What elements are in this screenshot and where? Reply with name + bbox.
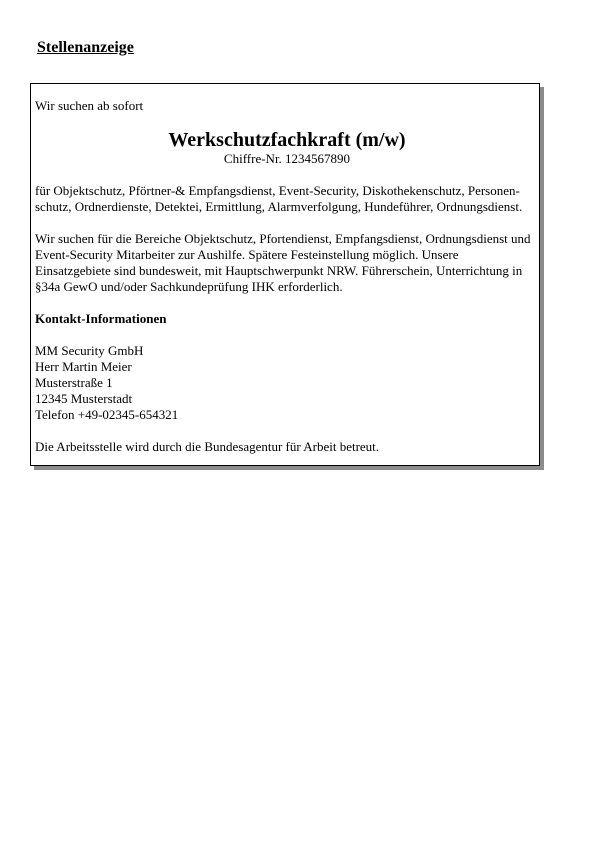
description-line: §34a GewO und/oder Sachkundeprüfung IHK erforderlich.: [35, 279, 343, 294]
description-line: Wir suchen für die Bereiche Objektschutz, Pfortendienst, Empfangsdienst, Ordnungsdienst und: [35, 231, 531, 246]
paragraph-spacer: [35, 327, 539, 343]
job-description: [35, 231, 539, 295]
description-line: Einsatzgebiete sind bundesweit, mit Hauptschwerpunkt NRW. Führerschein, Unterrichtung in: [35, 263, 523, 278]
contact-phone: Telefon +49-02345-654321: [35, 407, 179, 422]
footer-note: Die Arbeitsstelle wird durch die Bundesagentur für Arbeit betreut.: [35, 439, 380, 454]
contact-heading: Kontakt-Informationen: [35, 311, 167, 326]
service-areas: [35, 183, 539, 215]
service-areas-line: für Objektschutz, Pförtner-& Empfangsdienst, Event-Security, Diskothekenschutz, Personen-: [35, 183, 520, 198]
description-line: Event-Security Mitarbeiter zur Aushilfe. Spätere Festeinstellung möglich. Unsere: [35, 247, 459, 262]
paragraph-spacer: [35, 423, 539, 439]
contact-company: MM Security GmbH: [35, 343, 144, 358]
ad-intro: Wir suchen ab sofort: [35, 98, 144, 113]
paragraph-spacer: [35, 295, 539, 311]
job-title: Werkschutzfachkraft (m/w): [168, 129, 406, 151]
chiffre-number: Chiffre-Nr. 1234567890: [223, 151, 351, 166]
contact-street: Musterstraße 1: [35, 375, 113, 390]
contact-block: [35, 343, 539, 423]
job-ad-box: [30, 83, 540, 466]
page-heading: Stellenanzeige: [37, 39, 134, 56]
contact-person: Herr Martin Meier: [35, 359, 132, 374]
service-areas-line: schutz, Ordnerdienste, Detektei, Ermittlung, Alarmverfolgung, Hundeführer, Ordnungsdienst.: [35, 199, 523, 214]
contact-city: 12345 Musterstadt: [35, 391, 133, 406]
paragraph-spacer: [35, 215, 539, 231]
